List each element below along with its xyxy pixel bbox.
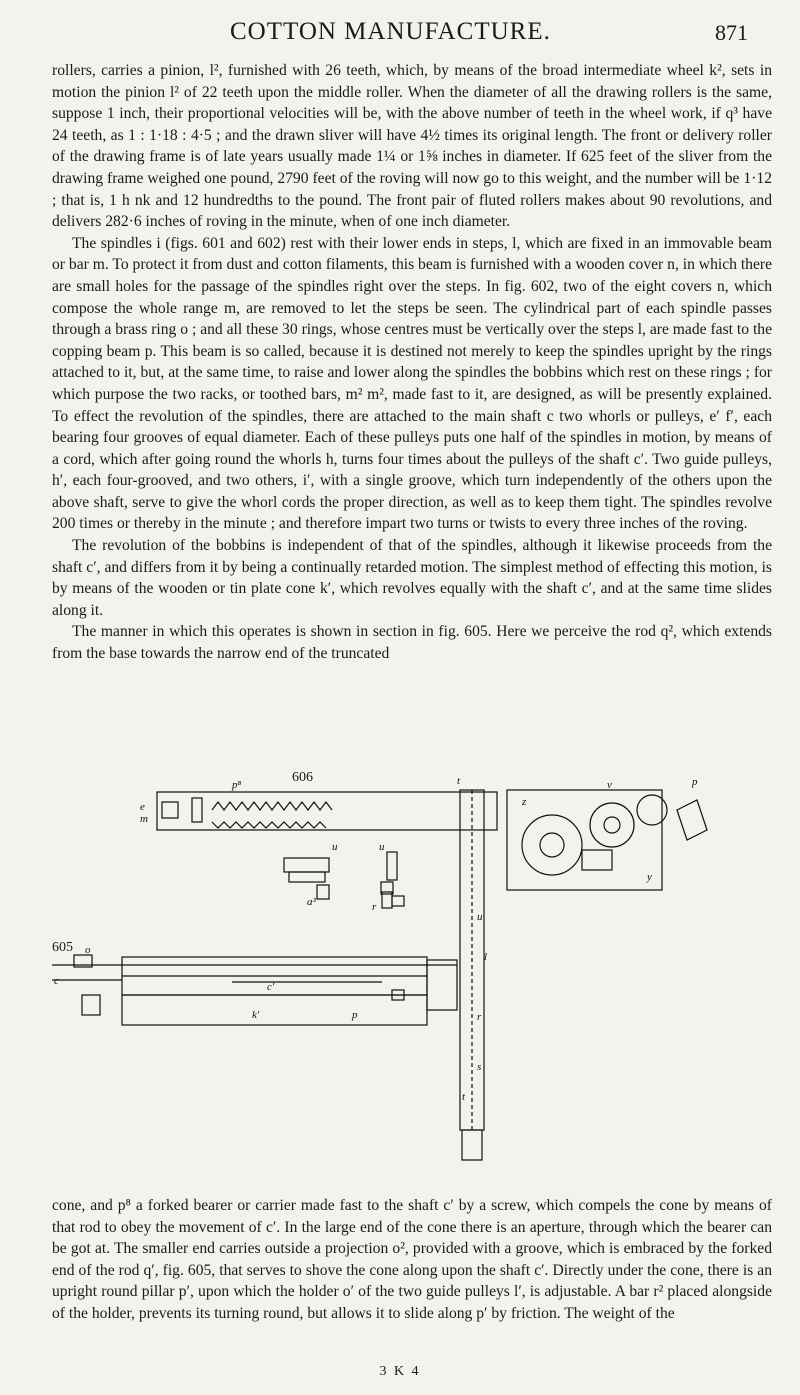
label-p8: p⁸ <box>232 779 242 791</box>
paragraph: cone, and p⁸ a forked bearer or carrier made fast to the shaft c′ by a screw, which compels the cone by means of that rod to obey the movement of c′. In the large end of the cone there is an aperture, through which the bearer can be got at. The smaller end carries outside a projection o², provided with a groove, which is embraced by the forked end of the rod q′, fig. 605, that serves to shove the cone along upon the shaft c′. Directly under the cone, there is an upright round pillar p′, upon which the holder o′ of the two guide pulleys l′, is adjustable. A bar r² placed alongside of the holder, prevents its turning round, but allows it to slide along p′ by friction. The weight of the <box>52 1197 772 1322</box>
label-u3: u <box>477 911 483 923</box>
rack-teeth <box>212 802 332 810</box>
label-v: v <box>607 779 612 791</box>
running-head: COTTON MANUFACTURE. <box>230 18 551 45</box>
label-r2: r <box>477 1011 482 1023</box>
body-text-top <box>52 60 772 665</box>
figure-number-605: 605 <box>52 940 73 955</box>
label-z: z <box>522 796 527 808</box>
label-y: y <box>647 871 652 883</box>
paragraph: The manner in which this operates is shown in section in fig. 605. Here we perceive the rod q², which extends from the base towards the narrow end of the truncated <box>52 623 772 663</box>
label-u2: u <box>379 841 385 853</box>
label-a3: a³ <box>307 896 316 908</box>
label-s: s <box>477 1061 482 1073</box>
headstock <box>507 790 662 890</box>
engraving-figures-605-606 <box>52 770 772 1192</box>
label-r: r <box>372 901 377 913</box>
label-k-prime: k′ <box>252 1009 260 1021</box>
paragraph: rollers, carries a pinion, l², furnished with 26 teeth, which, by means of the broad intermediate wheel k², sets in motion the pinion l² of 22 teeth upon the middle roller. When the diameter of all the drawing rollers is the same, suppose 1 inch, their proportional velocities will be, with the above number of teeth in the wheel work, if q³ have 24 teeth, as 1 : 1·18 : 4·5 ; and the drawn sliver will have 4½ times its original length. The front or delivery roller of the drawing frame is of late years usually made 1¼ or 1⅝ inches in diameter. If 625 feet of the sliver from the drawing frame weighed one pound, 2790 feet of the roving will now go to this weight, and the number will be 1·12 ; that is, 1 h nk and 12 hundredths to the pound. The front pair of fluted rollers makes about 90 revolutions, and delivers 282·6 inches of roving in the minute, when of one inch diameter. <box>52 62 772 231</box>
label-o: o <box>85 944 91 956</box>
printer-signature: 3 K 4 <box>379 1364 421 1379</box>
page-header <box>0 18 800 58</box>
label-t: t <box>457 775 461 787</box>
figure-labels <box>54 775 698 1103</box>
label-p-605: p <box>352 1009 358 1021</box>
label-l: l <box>484 951 488 963</box>
body-text-bottom <box>52 1195 772 1325</box>
paragraph: The revolution of the bobbins is independent of that of the spindles, although it likewise proceeds from the shaft c′, and differs from it by being a continually retarded motion. The simplest method of effecting this motion, is by means of the wooden or tin plate cone k′, which revolves equally with the shaft c′, and at the same time slides along it. <box>52 537 772 619</box>
label-c-prime: c′ <box>267 981 275 993</box>
label-p: p <box>692 776 698 788</box>
page-number: 871 <box>715 20 748 45</box>
label-m: m <box>140 813 148 825</box>
label-c: c <box>54 975 59 987</box>
paragraph: The spindles i (figs. 601 and 602) rest with their lower ends in steps, l, which are fixed in an immovable beam or bar m. To protect it from dust and cotton filaments, this beam is furnished with a wooden cover n, in which there are small holes for the passage of the spindles right over the steps. In fig. 602, two of the eight covers n, which compose the whole range m, are removed to let the steps be seen. The cylindrical part of each spindle passes through a brass ring o ; and all these 30 rings, whose centres must be vertically over the steps l, are made fast to the copping beam p. This beam is so called, because it is destined not merely to keep the spindles upright by the rings attached to it, but, at the same time, to raise and lower along the spindles the bobbins which rest on these rings ; for which purpose the two racks, or toothed bars, m² m², made fast to it, are designed, as will be presently explained. To effect the revolution of the spindles, there are attached to the main shaft c two whorls or pulleys, e′ f′, each bearing four grooves of equal diameter. Each of these pulleys puts one half of the spindles in motion, by means of a cord, which after going round the whorls h, turns four times about the pulleys of the shaft c′. Two guide pulleys, h′, each four-grooved, and two others, i′, with a single groove, which turn independently of the others upon the above shaft, serve to give the whorl cords the proper direction, as well as to keep them tight. The spindles revolve 200 times or thereby in the minute ; and therefore impart two turns or twists to every three inches of the roving. <box>52 234 772 533</box>
label-t2: t <box>462 1091 466 1103</box>
label-e: e <box>140 801 145 813</box>
label-u: u <box>332 841 338 853</box>
technical-drawing <box>52 770 772 1192</box>
frame-beam <box>157 792 497 830</box>
figure-number-606: 606 <box>292 770 313 785</box>
